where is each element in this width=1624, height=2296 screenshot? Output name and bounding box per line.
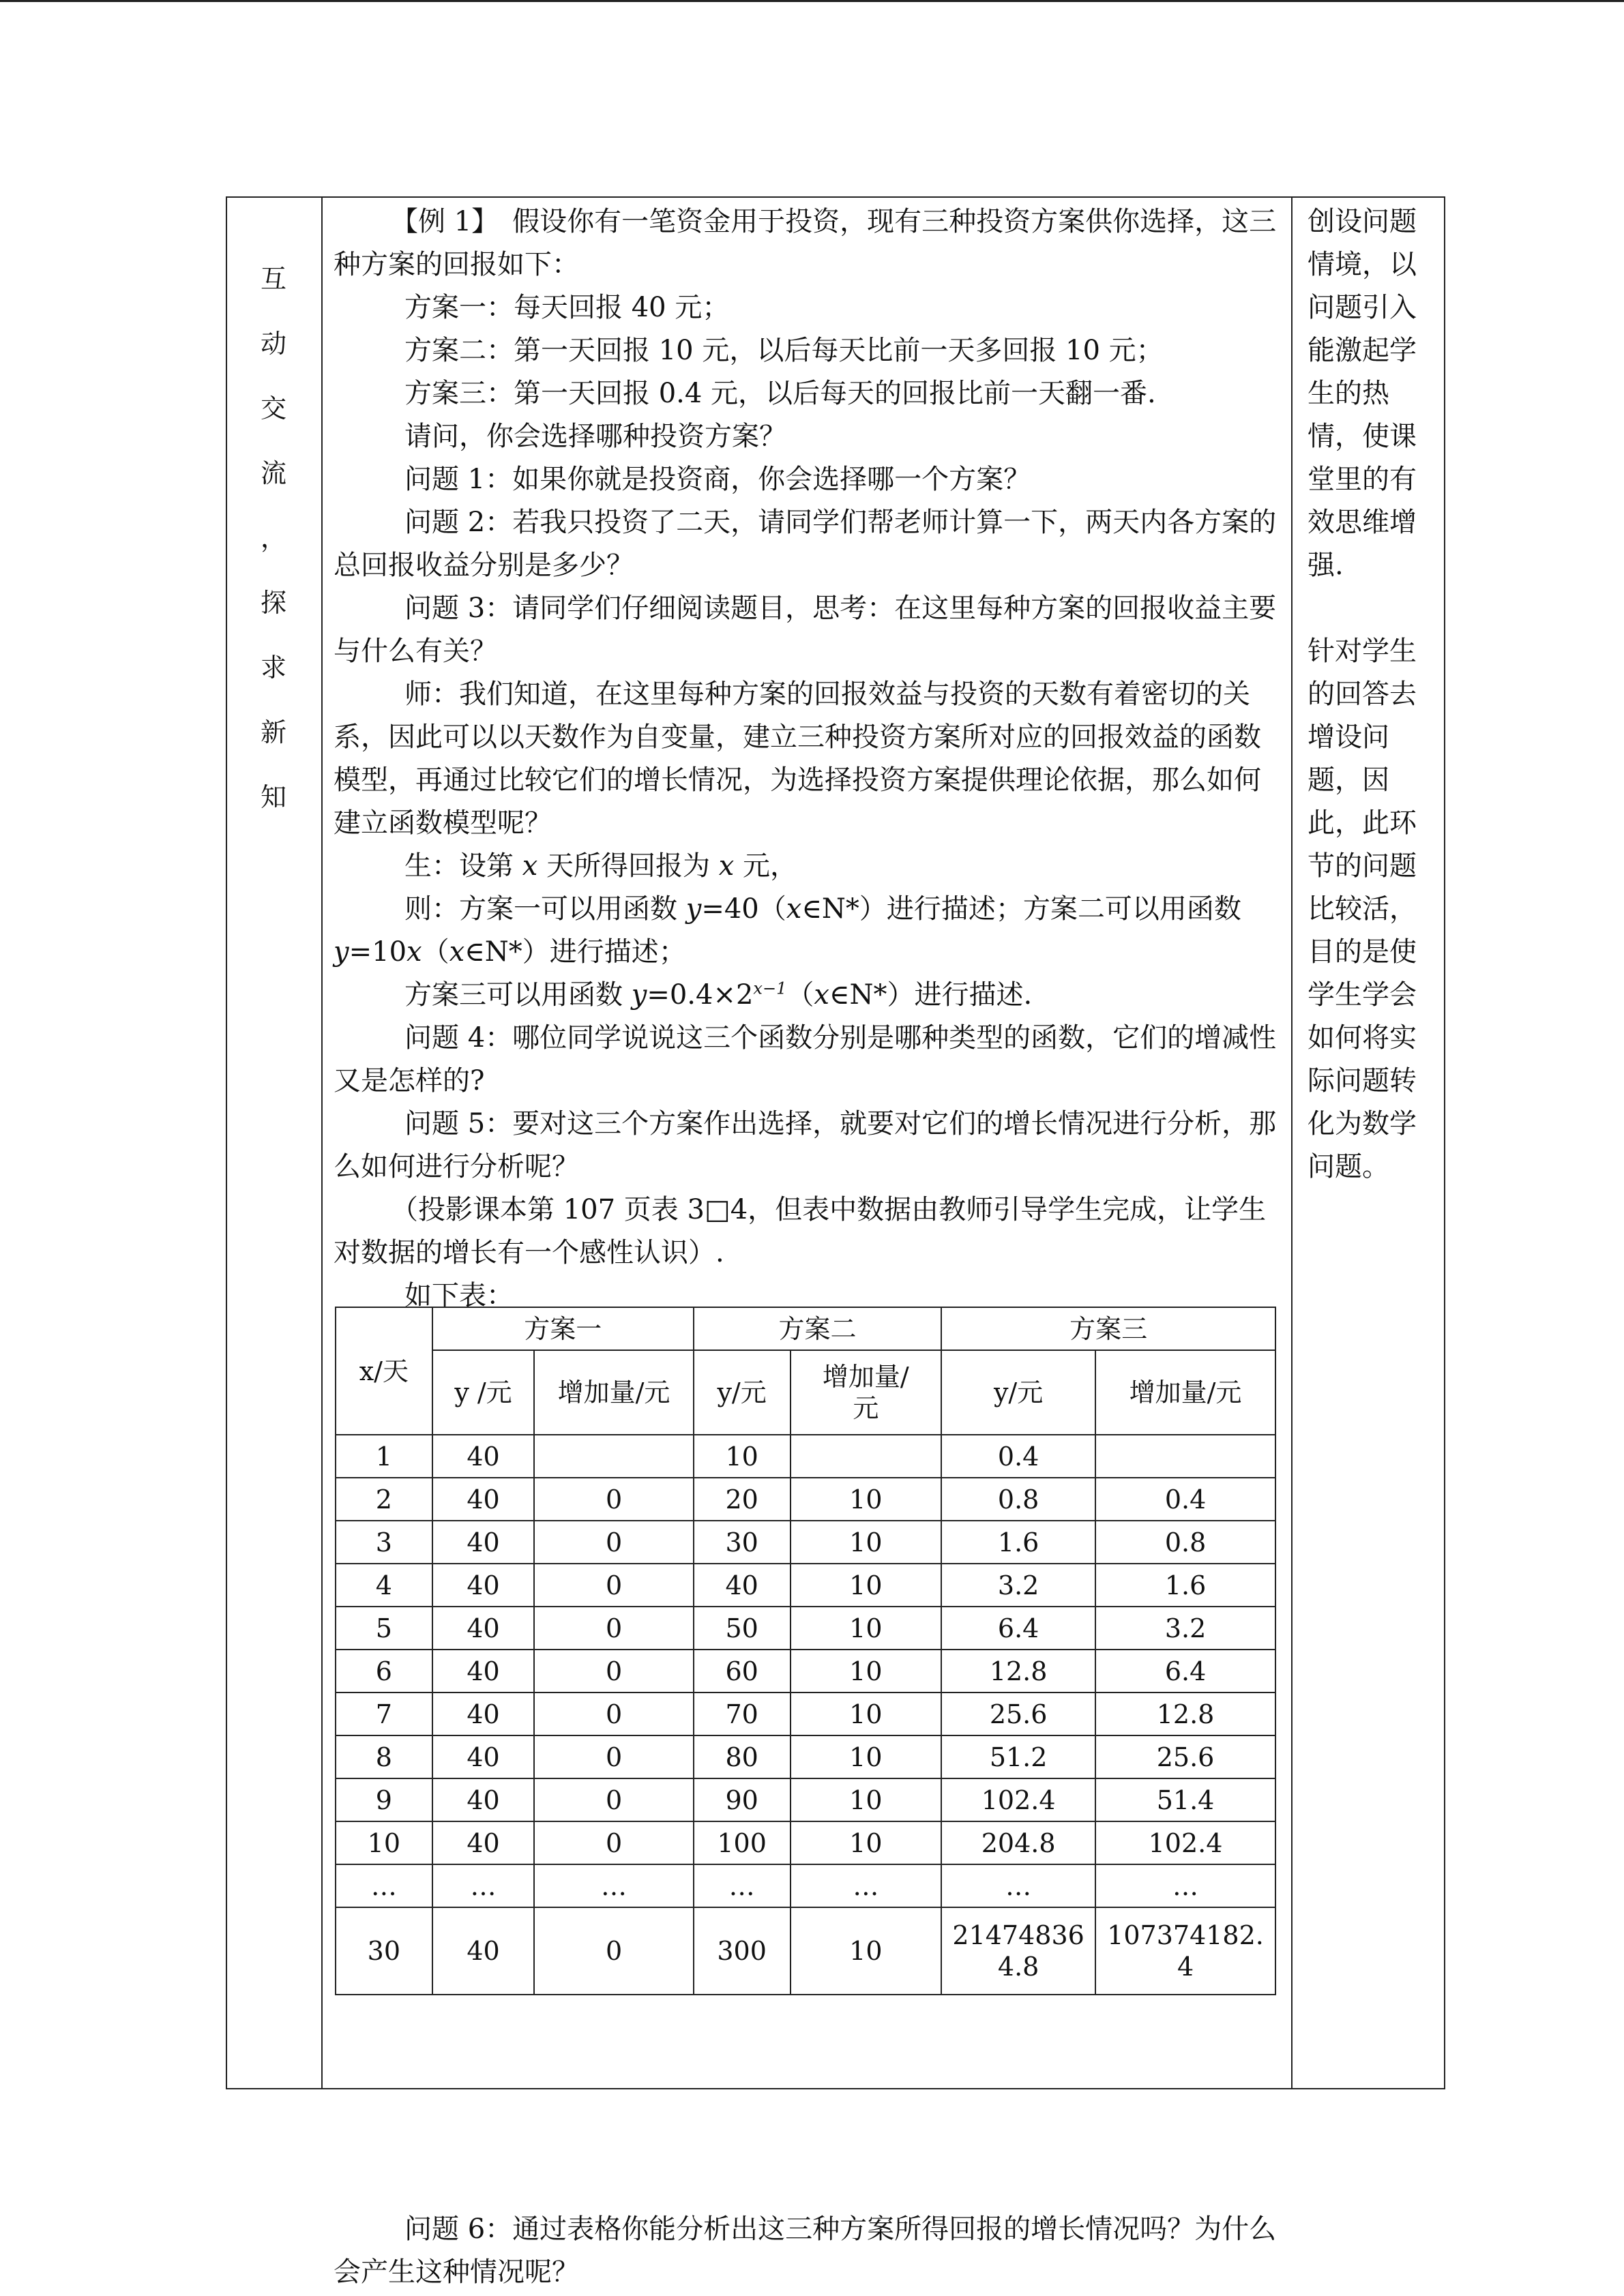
table-cell: 100 xyxy=(694,1821,791,1864)
header-plan-one: 方案一 xyxy=(432,1307,694,1350)
table-cell: 7 xyxy=(336,1693,432,1735)
returns-table xyxy=(335,1307,1276,1995)
table-cell: 3.2 xyxy=(941,1564,1095,1607)
table-cell: 0 xyxy=(534,1564,693,1607)
table-cell xyxy=(1095,1435,1275,1478)
question-5: 问题 5：要对这三个方案作出选择，就要对它们的增长情况进行分析，那么如何进行分析呢？ xyxy=(334,1108,1277,1182)
header-day: x/天 xyxy=(336,1307,432,1435)
table-cell: 40 xyxy=(694,1564,791,1607)
question-prompt: 请问，你会选择哪种投资方案？ xyxy=(404,421,786,452)
table-cell: 6.4 xyxy=(941,1607,1095,1650)
table-cell: … xyxy=(336,1864,432,1907)
table-cell: 20 xyxy=(694,1478,791,1521)
table-cell: 0 xyxy=(534,1650,693,1693)
table-cell: … xyxy=(1095,1864,1275,1907)
table-cell: 40 xyxy=(432,1693,535,1735)
table-cell: 25.6 xyxy=(941,1693,1095,1735)
subheader-cell: y/元 xyxy=(694,1350,791,1435)
table-cell: 10 xyxy=(694,1435,791,1478)
table-cell: 0 xyxy=(534,1693,693,1735)
table-cell: 40 xyxy=(432,1735,535,1778)
table-cell: 3.2 xyxy=(1095,1607,1275,1650)
table-cell: 21474836 4.8 xyxy=(941,1907,1095,1995)
table-cell: 40 xyxy=(432,1435,535,1478)
subheader-cell: 增加量/元 xyxy=(534,1350,693,1435)
table-row xyxy=(336,1650,1275,1693)
table-cell: 8 xyxy=(336,1735,432,1778)
example-intro: 【例 1】 假设你有一笔资金用于投资，现有三种投资方案供你选择，这三种方案的回报如下： xyxy=(334,206,1277,280)
table-row xyxy=(336,1778,1275,1821)
table-cell: 50 xyxy=(694,1607,791,1650)
subheader-cell: 增加量/元 xyxy=(791,1350,942,1435)
table-cell: 10 xyxy=(791,1564,942,1607)
lesson-text xyxy=(334,200,1282,1317)
table-row xyxy=(336,1564,1275,1607)
table-cell: 0.8 xyxy=(941,1478,1095,1521)
table-cell: 40 xyxy=(432,1521,535,1564)
table-cell xyxy=(791,1435,942,1478)
question-3: 问题 3：请同学们仔细阅读题目，思考：在这里每种方案的回报收益主要与什么有关？ xyxy=(334,593,1277,667)
table-cell: 0 xyxy=(534,1478,693,1521)
teacher-remark: 师：我们知道，在这里每种方案的回报效益与投资的天数有着密切的关系，因此可以以天数作为自变量，建立三种投资方案所对应的回报效益的函数模型，再通过比较它们的增长情况，为选择投资方案提供理论依据，那么如何建立函数模型呢？ xyxy=(334,679,1261,839)
table-cell: 6 xyxy=(336,1650,432,1693)
table-row: 30 40 0 300 10 21474836 4.8 107374182. 4 xyxy=(336,1907,1275,1995)
plan-one: 方案一：每天回报 40 元； xyxy=(404,292,730,323)
table-cell: 9 xyxy=(336,1778,432,1821)
table-cell: 51.2 xyxy=(941,1735,1095,1778)
table-cell: 5 xyxy=(336,1607,432,1650)
table-row xyxy=(336,1693,1275,1735)
function-line-1: 则：方案一可以用函数 y=40（x∈N*）进行描述；方案二可以用函数 xyxy=(404,893,1241,925)
table-cell: 0 xyxy=(534,1607,693,1650)
table-cell: 0 xyxy=(534,1521,693,1564)
table-cell: 107374182. 4 xyxy=(1095,1907,1275,1995)
table-cell: 10 xyxy=(791,1821,942,1864)
table-row xyxy=(336,1864,1275,1907)
table-cell: 4 xyxy=(336,1564,432,1607)
function-line-2: y=10x（x∈N*）进行描述； xyxy=(334,936,686,968)
table-row xyxy=(336,1735,1275,1778)
table-cell: 51.4 xyxy=(1095,1778,1275,1821)
question-6: 问题 6：通过表格你能分析出这三种方案所得回报的增长情况吗？为什么会产生这种情况呢？ xyxy=(334,2213,1277,2288)
table-cell: 40 xyxy=(432,1478,535,1521)
table-row xyxy=(336,1607,1275,1650)
lesson-table xyxy=(226,196,1445,2288)
table-row xyxy=(336,1478,1275,1521)
subheader-cell: y /元 xyxy=(432,1350,535,1435)
subheader-cell: y/元 xyxy=(941,1350,1095,1435)
table-cell: 10 xyxy=(791,1650,942,1693)
page-top-rule xyxy=(0,0,1624,2)
table-cell: 102.4 xyxy=(1095,1821,1275,1864)
table-intro: 如下表： xyxy=(404,1280,514,1311)
header-plan-three: 方案三 xyxy=(941,1307,1275,1350)
table-cell: 1.6 xyxy=(1095,1564,1275,1607)
table-cell: 12.8 xyxy=(1095,1693,1275,1735)
table-cell: … xyxy=(534,1864,693,1907)
table-cell: 0 xyxy=(534,1778,693,1821)
table-cell: 10 xyxy=(791,1735,942,1778)
projection-note: （投影课本第 107 页表 3□4，但表中数据由教师引导学生完成，让学生对数据的增长有一个感性认识）. xyxy=(334,1194,1267,1268)
plan-three: 方案三：第一天回报 0.4 元，以后每天的回报比前一天翻一番. xyxy=(404,378,1156,409)
table-cell: … xyxy=(432,1864,535,1907)
table-cell: 10 xyxy=(791,1607,942,1650)
question-2: 问题 2：若我只投资了二天，请同学们帮老师计算一下，两天内各方案的总回报收益分别是多少？ xyxy=(334,507,1277,581)
table-cell: … xyxy=(791,1864,942,1907)
table-cell: 204.8 xyxy=(941,1821,1095,1864)
stage-label: 互 动 交 流 ， 探 求 新 知 xyxy=(260,264,286,812)
notes-column xyxy=(1291,198,1444,2088)
design-notes: 创设问题 情境，以 问题引入 能激起学 生的热 情，使课 堂里的有 效思维增 强. 针对学生 的回答去 增设问 题，因 此，此环 节的问题 比较活， 目的是使 学生学会 如何将实 际问题转 化为数学 问题。 xyxy=(1308,206,1417,1182)
table-cell: 70 xyxy=(694,1693,791,1735)
closing-question xyxy=(334,2208,1282,2294)
table-cell: 25.6 xyxy=(1095,1735,1275,1778)
table-row xyxy=(336,1521,1275,1564)
table-cell: 40 xyxy=(432,1607,535,1650)
table-cell xyxy=(534,1435,693,1478)
header-plan-two: 方案二 xyxy=(694,1307,941,1350)
table-cell: 0.4 xyxy=(1095,1478,1275,1521)
stage-column xyxy=(227,198,323,2088)
student-remark: 生：设第 x 天所得回报为 x 元， xyxy=(404,850,797,882)
table-cell: … xyxy=(694,1864,791,1907)
table-cell: 10 xyxy=(336,1821,432,1864)
table-cell: 12.8 xyxy=(941,1650,1095,1693)
table-cell: 0 xyxy=(534,1735,693,1778)
table-cell: 0 xyxy=(534,1821,693,1864)
table-cell: 10 xyxy=(791,1478,942,1521)
table-cell: 40 xyxy=(432,1778,535,1821)
question-4: 问题 4：哪位同学说说这三个函数分别是哪种类型的函数，它们的增减性又是怎样的? xyxy=(334,1022,1277,1097)
table-cell: 40 xyxy=(432,1650,535,1693)
function-line-3: 方案三可以用函数 $y=0.4\times 2^{x-1}(x\in N*)$进行描述. xyxy=(404,979,1033,1011)
table-cell: 90 xyxy=(694,1778,791,1821)
content-column xyxy=(323,198,1291,2288)
table-cell: 40 xyxy=(432,1821,535,1864)
table-cell: 1.6 xyxy=(941,1521,1095,1564)
table-cell: 10 xyxy=(791,1521,942,1564)
table-cell: 3 xyxy=(336,1521,432,1564)
table-cell: … xyxy=(941,1864,1095,1907)
table-cell: 2 xyxy=(336,1478,432,1521)
table-cell: 10 xyxy=(791,1693,942,1735)
subheader-cell: 增加量/元 xyxy=(1095,1350,1275,1435)
table-cell: 6.4 xyxy=(1095,1650,1275,1693)
table-cell: 30 xyxy=(694,1521,791,1564)
plan-two: 方案二：第一天回报 10 元，以后每天比前一天多回报 10 元； xyxy=(404,335,1164,366)
table-cell: 40 xyxy=(432,1564,535,1607)
question-1: 问题 1：如果你就是投资商，你会选择哪一个方案？ xyxy=(404,464,1031,495)
table-row xyxy=(336,1435,1275,1478)
table-cell: 10 xyxy=(791,1778,942,1821)
table-cell: 0.8 xyxy=(1095,1521,1275,1564)
table-cell: 80 xyxy=(694,1735,791,1778)
table-cell: 1 xyxy=(336,1435,432,1478)
table-cell: 102.4 xyxy=(941,1778,1095,1821)
table-row xyxy=(336,1821,1275,1864)
table-cell: 60 xyxy=(694,1650,791,1693)
table-cell: 0.4 xyxy=(941,1435,1095,1478)
